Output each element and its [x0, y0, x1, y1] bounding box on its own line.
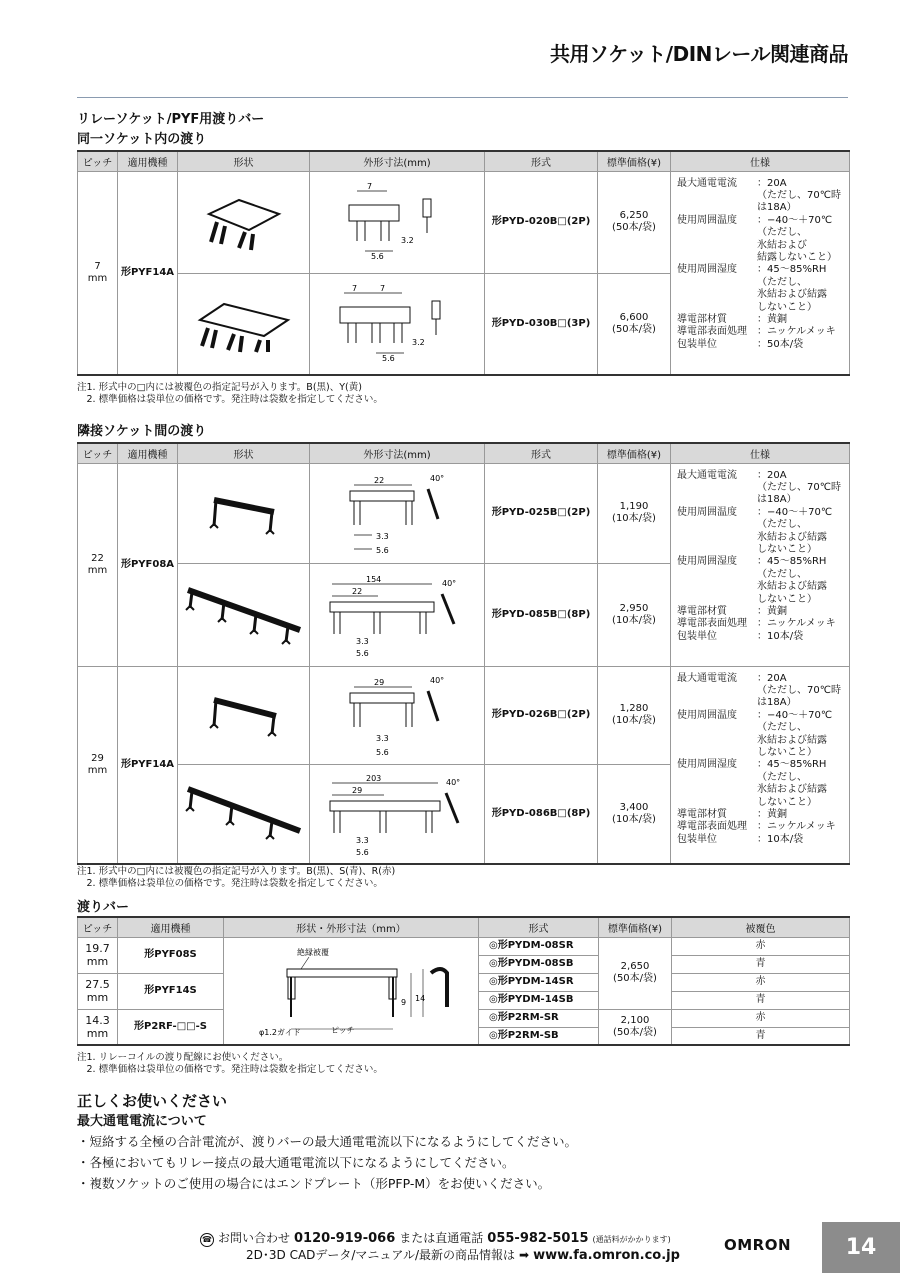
color-cell: 赤 [672, 937, 850, 955]
dimension-drawing [310, 764, 485, 864]
usage-item: ・複数ソケットのご使用の場合にはエンドプレート（形PFP-M）をお使いください。 [77, 1176, 551, 1191]
spec-cell: 最大通電電流 ：20A （ただし、70℃時 は18A） 使用周囲温度 ：−40〜＋70℃ （ただし、 氷結および結露 しないこと） 使用周囲湿度 ：45〜85%RH （ただし、 氷結および結露 しないこと） 導電部材質 ：黄銅 導電部表面処理 ：ニッケルメッキ 包装単位 ：10本/袋 [671, 666, 850, 864]
price-cell: 6,250 (50本/袋) [598, 171, 671, 273]
model-cell: 形PYD-020B□(2P) [485, 171, 598, 273]
model-cell: ◎形P2RM-SB [479, 1027, 599, 1045]
svg-text:5.6: 5.6 [376, 546, 389, 555]
svg-text:3.3: 3.3 [356, 636, 369, 646]
shape-image [178, 563, 310, 666]
col-header: 適用機種 [118, 443, 178, 463]
page-number: 14 [822, 1222, 900, 1273]
svg-text:5.6: 5.6 [376, 748, 389, 757]
svg-text:40°: 40° [442, 578, 457, 588]
phone-icon: ☎ [200, 1233, 214, 1247]
section-subtitle: 隣接ソケット間の渡り [77, 424, 207, 439]
dimension-drawing [310, 463, 485, 563]
contact-label: お問い合わせ [218, 1231, 291, 1245]
svg-text:3.3: 3.3 [376, 532, 389, 541]
bar-8p-illustration [182, 580, 306, 650]
model-cell: 形PYD-086B□(8P) [485, 764, 598, 864]
pitch-cell: 29 mm [78, 666, 118, 864]
svg-text:3.3: 3.3 [376, 734, 389, 743]
usage-item: ・短絡する全極の合計電流が、渡りバーの最大通電電流以下になるようにしてください。 [77, 1134, 578, 1149]
svg-text:7: 7 [380, 283, 386, 293]
col-header: 適用機種 [118, 917, 224, 937]
svg-text:29: 29 [352, 785, 363, 795]
dim-label: 7 [367, 182, 373, 191]
notes-section1: 注1. 形式中の□内には被覆色の指定記号が入ります。B(黒)、Y(黄) 2. 標準価格は袋単位の価格です。発注時は袋数を指定してください。 [77, 382, 383, 405]
col-header: 形式 [479, 917, 599, 937]
col-header: 形式 [485, 151, 598, 171]
col-header: ピッチ [78, 151, 118, 171]
tel-freecall[interactable]: 0120-919-066 [294, 1231, 396, 1246]
svg-text:3.3: 3.3 [356, 835, 369, 845]
contact-label: または直通電話 [399, 1231, 484, 1245]
svg-text:ピッチ: ピッチ [331, 1025, 355, 1035]
section-subtitle: 同一ソケット内の渡り [77, 132, 207, 147]
svg-text:40°: 40° [430, 676, 445, 685]
contact-line [200, 1229, 671, 1247]
dim-025-drawing [332, 469, 462, 557]
usage-item: ・各極においてもリレー接点の最大通電電流以下になるようにしてください。 [77, 1155, 515, 1170]
bar-2p-illustration [204, 690, 284, 740]
spec-cell: 最大通電電流 ：20A （ただし、70℃時 は18A） 使用周囲温度 ：−40〜＋70℃ （ただし、 氷結および 結露しないこと） 使用周囲湿度 ：45〜85%RH （ただし、 氷結および結露 しないこと） 導電部材質 ：黄銅 導電部表面処理 ：ニッケルメッキ 包装単位 ：50本/袋 [671, 171, 850, 375]
model-cell: 形PYD-026B□(2P) [485, 666, 598, 764]
pitch-cell: 14.3 mm [78, 1009, 118, 1045]
dim-2p-drawing [337, 177, 457, 267]
model-cell: ◎形PYDM-08SB [479, 955, 599, 973]
jumper-bar-drawing [251, 943, 451, 1039]
bar-2p-illustration [199, 192, 289, 252]
price-cell: 1,190 (10本/袋) [598, 463, 671, 563]
svg-text:5.6: 5.6 [356, 648, 369, 658]
col-header: ピッチ [78, 443, 118, 463]
website-link[interactable]: www.fa.omron.co.jp [533, 1248, 680, 1263]
spec-cell: 最大通電電流 ：20A （ただし、70℃時 は18A） 使用周囲温度 ：−40〜＋70℃ （ただし、 氷結および結露 しないこと） 使用周囲湿度 ：45〜85%RH （ただし、 氷結および結露 しないこと） 導電部材質 ：黄銅 導電部表面処理 ：ニッケルメッキ 包装単位 ：10本/袋 [671, 463, 850, 666]
svg-text:3.2: 3.2 [401, 236, 414, 245]
pitch-cell: 19.7 mm [78, 937, 118, 973]
shape-image [178, 764, 310, 864]
svg-text:14: 14 [415, 993, 426, 1003]
section-subtitle: 渡りバー [77, 900, 130, 915]
svg-text:5.6: 5.6 [356, 847, 369, 857]
col-header: 外形寸法(mm) [310, 151, 485, 171]
notes-section2: 注1. 形式中の□内には被覆色の指定記号が入ります。B(黒)、S(青)、R(赤) 2. 標準価格は袋単位の価格です。発注時は袋数を指定してください。 [77, 866, 396, 889]
website-line [246, 1246, 680, 1263]
applicable-model: 形PYF08A [118, 463, 178, 666]
shape-image [178, 273, 310, 375]
svg-text:203: 203 [366, 773, 382, 783]
model-cell: ◎形P2RM-SR [479, 1009, 599, 1027]
website-label: 2D･3D CADデータ/マニュアル/最新の商品情報は [246, 1248, 516, 1262]
pitch-cell: 7 mm [78, 171, 118, 375]
price-cell: 2,100 (50本/袋) [599, 1009, 672, 1045]
dimension-drawing [310, 666, 485, 764]
applicable-model: 形PYF14S [118, 973, 224, 1009]
dim-086-drawing [322, 769, 472, 859]
svg-text:29: 29 [374, 678, 385, 687]
dim-026-drawing [332, 671, 462, 759]
price-cell: 6,600 (50本/袋) [598, 273, 671, 375]
col-header: ピッチ [78, 917, 118, 937]
col-header: 形状・外形寸法（mm） [224, 917, 479, 937]
bar-8p-illustration [182, 779, 306, 849]
tel-direct[interactable]: 055-982-5015 [487, 1231, 589, 1246]
shape-image [178, 666, 310, 764]
col-header: 形式 [485, 443, 598, 463]
svg-text:40°: 40° [446, 777, 461, 787]
price-cell: 2,950 (10本/袋) [598, 563, 671, 666]
usage-heading: 正しくお使いください [77, 1092, 228, 1110]
color-cell: 赤 [672, 973, 850, 991]
shape-image [178, 171, 310, 273]
svg-text:5.6: 5.6 [371, 252, 384, 261]
applicable-model: 形P2RF-□□-S [118, 1009, 224, 1045]
dimension-drawing [224, 937, 479, 1045]
dim-085-drawing [322, 570, 472, 660]
col-header: 標準価格(¥) [599, 917, 672, 937]
dimension-drawing [310, 171, 485, 273]
dim-3p-drawing [332, 279, 462, 369]
applicable-model: 形PYF08S [118, 937, 224, 973]
bar-2p-illustration [204, 488, 284, 538]
svg-text:22: 22 [352, 586, 363, 596]
dimension-drawing [310, 563, 485, 666]
brand-logo: OMRON [724, 1236, 792, 1254]
applicable-model: 形PYF14A [118, 171, 178, 375]
header-divider [77, 97, 848, 98]
color-cell: 青 [672, 991, 850, 1009]
pitch-cell: 22 mm [78, 463, 118, 666]
price-cell: 2,650 (50本/袋) [599, 937, 672, 1009]
table-same-socket [77, 150, 850, 376]
color-cell: 青 [672, 955, 850, 973]
svg-text:9: 9 [401, 997, 407, 1007]
price-cell: 1,280 (10本/袋) [598, 666, 671, 764]
col-header: 標準価格(¥) [598, 443, 671, 463]
col-header: 形状 [178, 151, 310, 171]
price-cell: 3,400 (10本/袋) [598, 764, 671, 864]
svg-text:40°: 40° [430, 474, 445, 483]
table-jumper-bar [77, 916, 850, 1046]
model-cell: ◎形PYDM-08SR [479, 937, 599, 955]
section-title: リレーソケット/PYF用渡りバー [77, 112, 265, 127]
table-adjacent-socket [77, 442, 850, 865]
notes-section3: 注1. リレーコイルの渡り配線にお使いください。 2. 標準価格は袋単位の価格です。発注時は袋数を指定してください。 [77, 1052, 383, 1075]
col-header: 仕様 [671, 151, 850, 171]
model-cell: ◎形PYDM-14SR [479, 973, 599, 991]
col-header: 被覆色 [672, 917, 850, 937]
col-header: 仕様 [671, 443, 850, 463]
svg-text:154: 154 [366, 574, 382, 584]
color-cell: 青 [672, 1027, 850, 1045]
svg-text:3.2: 3.2 [412, 337, 425, 347]
usage-subheading: 最大通電電流について [77, 1114, 207, 1129]
pitch-cell: 27.5 mm [78, 973, 118, 1009]
svg-text:絶縁被覆: 絶縁被覆 [297, 947, 329, 957]
col-header: 適用機種 [118, 151, 178, 171]
dimension-drawing [310, 273, 485, 375]
svg-text:5.6: 5.6 [382, 353, 395, 363]
svg-text:22: 22 [374, 476, 385, 485]
page-title: 共用ソケット/DINレール関連商品 [550, 42, 848, 66]
col-header: 形状 [178, 443, 310, 463]
model-cell: 形PYD-025B□(2P) [485, 463, 598, 563]
col-header: 外形寸法(mm) [310, 443, 485, 463]
model-cell: ◎形PYDM-14SB [479, 991, 599, 1009]
arrow-right-icon: ➡ [519, 1248, 530, 1262]
bar-3p-illustration [194, 294, 294, 354]
col-header: 標準価格(¥) [598, 151, 671, 171]
svg-text:φ1.2ガイド: φ1.2ガイド [259, 1027, 301, 1037]
tel-note: (通話料がかかります) [592, 1235, 671, 1244]
color-cell: 赤 [672, 1009, 850, 1027]
model-cell: 形PYD-085B□(8P) [485, 563, 598, 666]
applicable-model: 形PYF14A [118, 666, 178, 864]
model-cell: 形PYD-030B□(3P) [485, 273, 598, 375]
svg-text:7: 7 [352, 283, 358, 293]
shape-image [178, 463, 310, 563]
